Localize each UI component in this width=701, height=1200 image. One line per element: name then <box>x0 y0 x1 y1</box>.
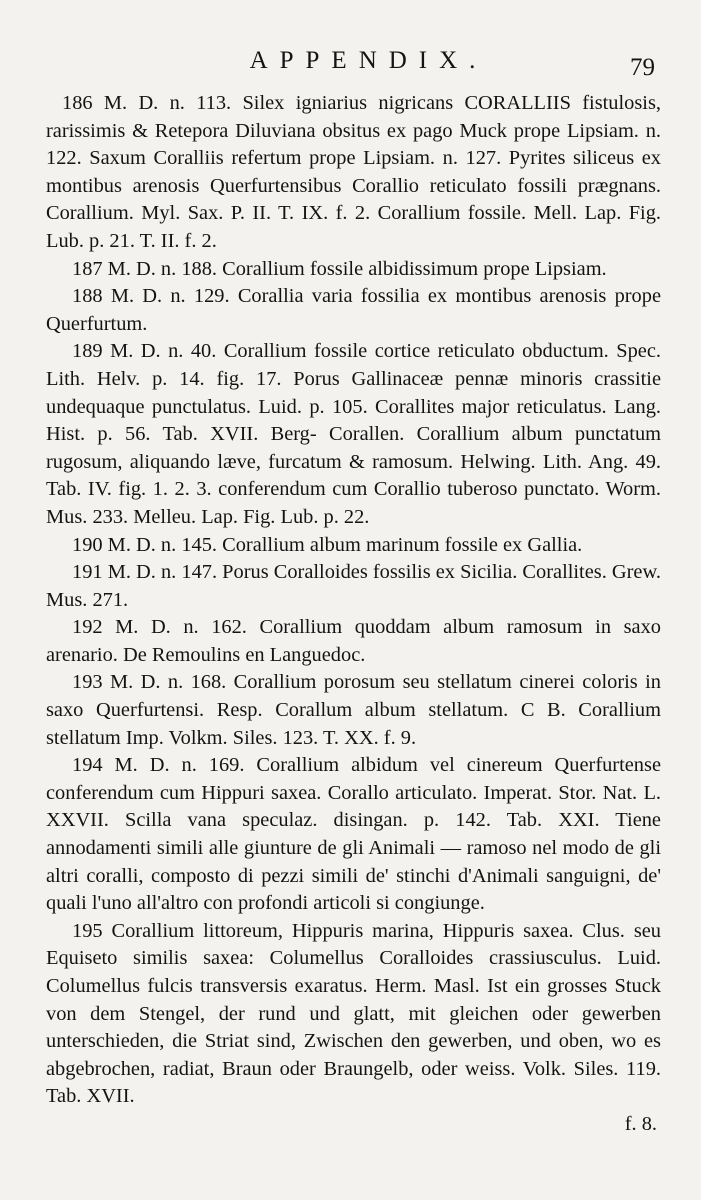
catalogue-entry-190: 190 M. D. n. 145. Corallium album marinum fossile ex Gallia. <box>72 533 583 556</box>
page-header <box>46 0 661 90</box>
catalogue-entry-195: 195 Corallium littoreum, Hippuris marina, Hippuris saxea. Clus. seu Equiseto similis saxea: Columellus Coralloides crassiusculus. Luid. Columellus fulcis transversis exaratus. Herm. Masl. Ist ein grosses Stuck von dem Stengel, der rund und glatt, mit gleichen oder gewerben unterschieden, die Striat sind, Zwischen den gewerben, und oben, wo es abgebrochen, radiat, Braun oder Braungelb, oder weiss. Volk. Siles. 119. Tab. XVII. <box>46 919 661 1108</box>
catalogue-entry-187: 187 M. D. n. 188. Corallium fossile albidissimum prope Lipsiam. <box>72 257 607 280</box>
catalogue-entry-188: 188 M. D. n. 129. Corallia varia fossilia ex montibus arenosis prope Querfurtum. <box>46 285 661 335</box>
catalogue-entry-192: 192 M. D. n. 162. Corallium quoddam album ramosum in saxo arenario. De Remoulins en Languedoc. <box>46 616 661 666</box>
page-number: 79 <box>630 54 655 81</box>
trailing-figure-reference: f. 8. <box>624 1112 657 1135</box>
catalogue-entry-191: 191 M. D. n. 147. Porus Coralloides fossilis ex Sicilia. Corallites. Grew. Mus. 271. <box>46 561 661 611</box>
catalogue-entries <box>46 90 661 1111</box>
catalogue-entry-194: 194 M. D. n. 169. Corallium albidum vel cinereum Querfurtense conferendum cum Hippuri saxea. Corallo articulato. Imperat. Stor. Nat. L. XXVII. Scilla vana speculaz. disingan. p. 142. Tab. XXI. Tiene annodamenti simili alle giunture de gli Animali — ramoso nel modo de gli altri coralli, composto di pezzi simili de' stinchi d'Animali sanguigni, de' quali l'uno all'altro con profondi articoli si congiunge. <box>46 754 661 915</box>
catalogue-entry-193: 193 M. D. n. 168. Corallium porosum seu stellatum cinerei coloris in saxo Querfurtensi. Resp. Corallum album stellatum. C B. Corallium stellatum Imp. Volkm. Siles. 123. T. XX. f. 9. <box>46 671 661 749</box>
running-title: APPENDIX. <box>249 47 488 74</box>
catalogue-entry-189: 189 M. D. n. 40. Corallium fossile cortice reticulato obductum. Spec. Lith. Helv. p. 14. fig. 17. Porus Gallinaceæ pennæ minoris crassitie undequaque punctulatus. Luid. p. 105. Corallites major reticulatus. Lang. Hist. p. 56. Tab. XVII. Berg- Corallen. Corallium album punctatum rugosum, aliquando læve, furcatum & ramosum. Helwing. Lith. Ang. 49. Tab. IV. fig. 1. 2. 3. conferendum cum Corallio tuberoso punctato. Worm. Mus. 233. Melleu. Lap. Fig. Lub. p. 22. <box>46 340 661 528</box>
catalogue-entry-186: 186 M. D. n. 113. Silex igniarius nigricans CORALLIIS fistulosis, rarissimis & Retepora Diluviana obsitus ex pago Muck prope Lipsiam. n. 122. Saxum Coralliis refertum prope Lipsiam. n. 127. Pyrites siliceus ex montibus arenosis Querfurtensibus Corallio reticulato fossili prægnans. Corallium. Myl. Sax. P. II. T. IX. f. 2. Corallium fossile. Mell. Lap. Fig. Lub. p. 21. T. II. f. 2. <box>46 92 661 252</box>
